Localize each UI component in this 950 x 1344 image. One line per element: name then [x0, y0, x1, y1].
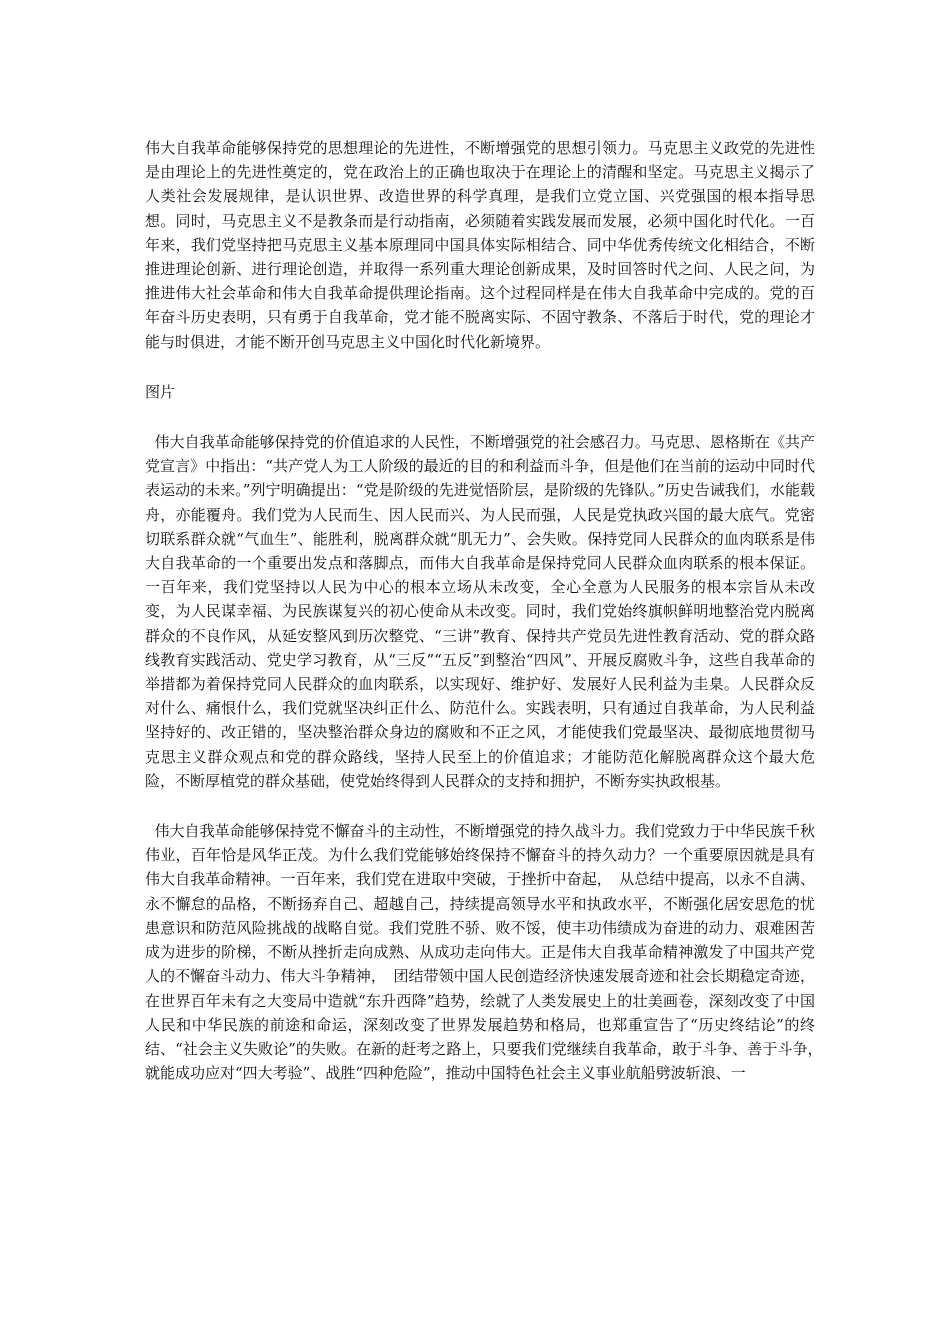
image-caption: 图片: [145, 382, 176, 401]
document-body: [145, 136, 831, 1085]
paragraph-persistent-struggle: 伟大自我革命能够保持党不懈奋斗的主动性，不断增强党的持久战斗力。我们党致力于中华民族千秋伟业，百年恰是风华正茂。为什么我们党能够始终保持不懈奋斗的持久动力？一个重要原因就是具有伟大自我革命精神。一百年来，我们党在进取中突破，于挫折中奋起， 从总结中提高，以永不自满、永不懈怠的品格，不断扬弃自己、超越自己，持续提高领导水平和执政水平，不断强化居安思危的忧患意识和防范风险挑战的战略自觉。我们党胜不骄、败不馁，使丰功伟绩成为奋进的动力、艰难困苦成为进步的阶梯，不断从挫折走向成熟、从成功走向伟大。正是伟大自我革命精神激发了中国共产党人的不懈奋斗动力、伟大斗争精神， 团结带领中国人民创造经济快速发展奇迹和社会长期稳定奇迹，在世界百年未有之大变局中造就“东升西降”趋势，绘就了人类发展史上的壮美画卷，深刻改变了中国人民和中华民族的前途和命运，深刻改变了世界发展趋势和格局，也郑重宣告了“历史终结论”的终结、“社会主义失败论”的失败。在新的赶考之路上，只要我们党继续自我革命，敢于斗争、善于斗争， 就能成功应对“四大考验”、战胜“四种危险”，推动中国特色社会主义事业航船劈波斩浪、一: [145, 822, 831, 1083]
paragraph-people-orientation: 伟大自我革命能够保持党的价值追求的人民性，不断增强党的社会感召力。马克思、恩格斯在《共产党宣言》中指出：“共产党人为工人阶级的最近的目的和利益而斗争，但是他们在当前的运动中同时代表运动的未来。”列宁明确提出：“党是阶级的先进觉悟阶层，是阶级的先锋队。”历史告诫我们，水能载舟，亦能覆舟。我们党为人民而生、因人民而兴、为人民而强，人民是党执政兴国的最大底气。党密切联系群众就“气血生”、能胜利，脱离群众就“肌无力”、会失败。保持党同人民群众的血肉联系是伟大自我革命的一个重要出发点和落脚点，而伟大自我革命是保持党同人民群众血肉联系的根本保证。一百年来，我们党坚持以人民为中心的根本立场从未改变，全心全意为人民服务的根本宗旨从未改变，为人民谋幸福、为民族谋复兴的初心使命从未改变。同时，我们党始终旗帜鲜明地整治党内脱离群众的不良作风，从延安整风到历次整党、“三讲”教育、保持共产党员先进性教育活动、党的群众路线教育实践活动、党史学习教育，从“三反”“五反”到整治“四风”、开展反腐败斗争，这些自我革命的举措都为着保持党同人民群众的血肉联系，以实现好、维护好、发展好人民利益为圭臬。人民群众反对什么、痛恨什么，我们党就坚决纠正什么、防范什么。实践表明，只有通过自我革命，为人民利益坚持好的、改正错的，坚决整治群众身边的腐败和不正之风，才能使我们党最坚决、最彻底地贯彻马克思主义群众观点和党的群众路线，坚持人民至上的价值追求；才能防范化解脱离群众这个最大危险，不断厚植党的群众基础，使党始终得到人民群众的支持和拥护，不断夯实执政根基。: [145, 433, 815, 790]
paragraph-gap: [145, 793, 815, 819]
paragraph-gap: [145, 404, 815, 430]
paragraph-ideological-advancement: 伟大自我革命能够保持党的思想理论的先进性，不断增强党的思想引领力。马克思主义政党的先进性是由理论上的先进性奠定的，党在政治上的正确也取决于在理论上的清醒和坚定。马克思主义揭示了人类社会发展规律，是认识世界、改造世界的科学真理，是我们立党立国、兴党强国的根本指导思想。同时，马克思主义不是教条而是行动指南，必须随着实践发展而发展，必须中国化时代化。一百年来，我们党坚持把马克思主义基本原理同中国具体实际相结合、同中华优秀传统文化相结合，不断推进理论创新、进行理论创造，并取得一系列重大理论创新成果，及时回答时代之问、人民之问，为推进伟大社会革命和伟大自我革命提供理论指南。这个过程同样是在伟大自我革命中完成的。党的百年奋斗历史表明，只有勇于自我革命，党才能不脱离实际、不固守教条、不落后于时代，党的理论才能与时俱进，才能不断开创马克思主义中国化时代化新境界。: [145, 139, 815, 351]
paragraph-gap: [145, 354, 815, 380]
